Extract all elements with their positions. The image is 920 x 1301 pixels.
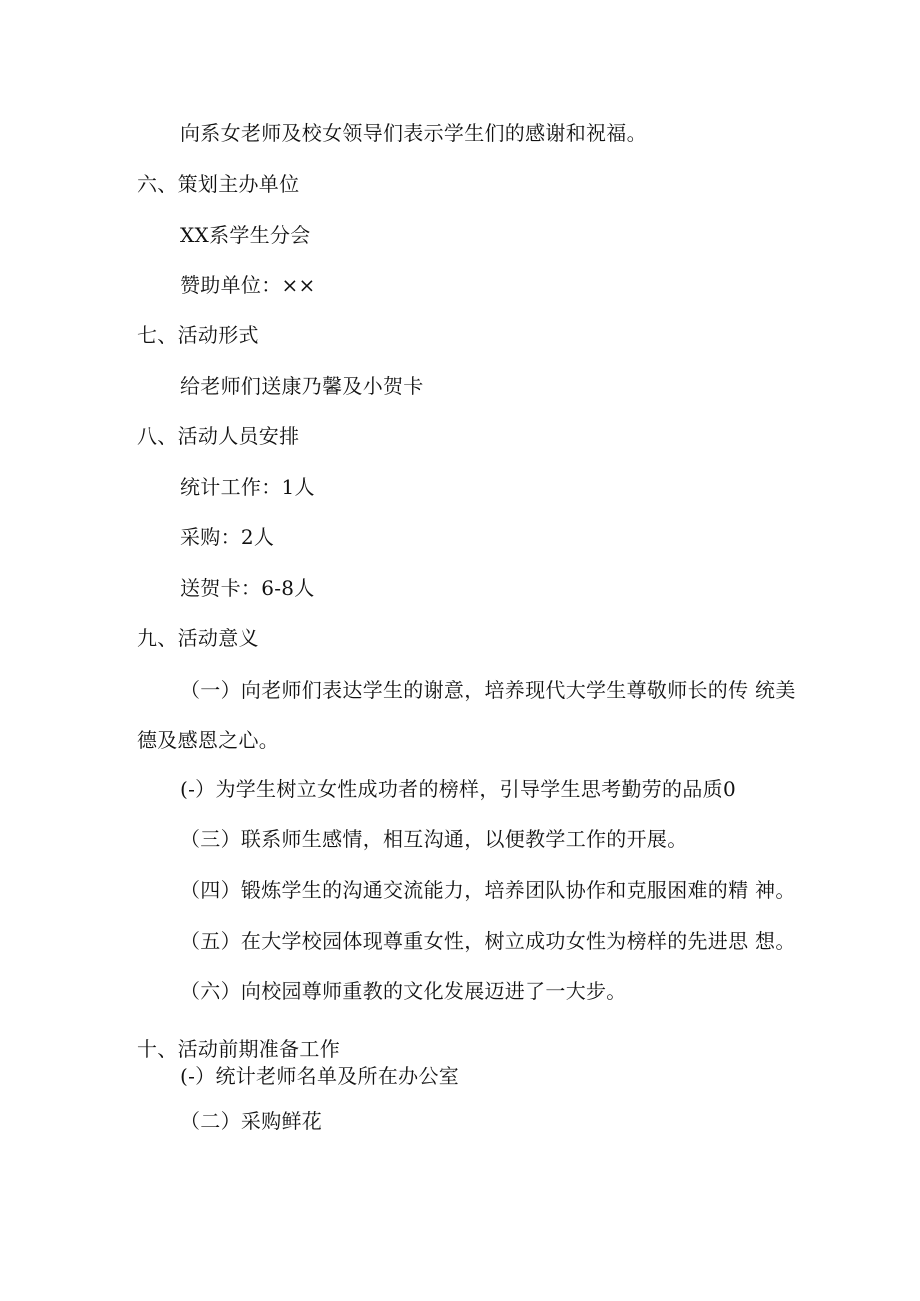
format-description: 给老师们送康乃馨及小贺卡 (180, 374, 424, 398)
sponsor-line: 赞助单位：×× (180, 273, 316, 297)
organizer-name: XX系学生分会 (180, 223, 311, 247)
significance-item-1: （一）向老师们表达学生的谢意，培养现代大学生尊敬师长的传 统美 (180, 678, 796, 702)
paragraph-thanks: 向系女老师及校女领导们表示学生们的感谢和祝福。 (180, 121, 647, 145)
significance-item-2: (-）为学生树立女性成功者的榜样，引导学生思考勤劳的品质0 (180, 777, 736, 801)
section-heading-staffing: 八、活动人员安排 (137, 424, 300, 448)
significance-item-4: （四）锻炼学生的沟通交流能力，培养团队协作和克服困难的精 神。 (180, 878, 796, 902)
section-heading-significance: 九、活动意义 (137, 626, 259, 650)
section-heading-preparation: 十、活动前期准备工作 (137, 1037, 340, 1061)
preparation-item-2: （二）采购鲜花 (180, 1109, 323, 1133)
section-heading-format: 七、活动形式 (137, 323, 259, 347)
staff-card-delivery: 送贺卡：6-8人 (180, 576, 315, 600)
preparation-item-1: (-）统计老师名单及所在办公室 (180, 1064, 460, 1088)
significance-item-3: （三）联系师生感情，相互沟通，以便教学工作的开展。 (180, 827, 688, 851)
significance-item-6: （六）向校园尊师重教的文化发展迈进了一大步。 (180, 979, 627, 1003)
significance-item-1-continued: 德及感恩之心。 (137, 728, 280, 752)
staff-statistics: 统计工作：1人 (180, 475, 315, 499)
significance-item-5: （五）在大学校园体现尊重女性，树立成功女性为榜样的先进思 想。 (180, 929, 796, 953)
section-heading-organizer: 六、策划主办单位 (137, 172, 300, 196)
staff-purchasing: 采购：2人 (180, 525, 275, 549)
